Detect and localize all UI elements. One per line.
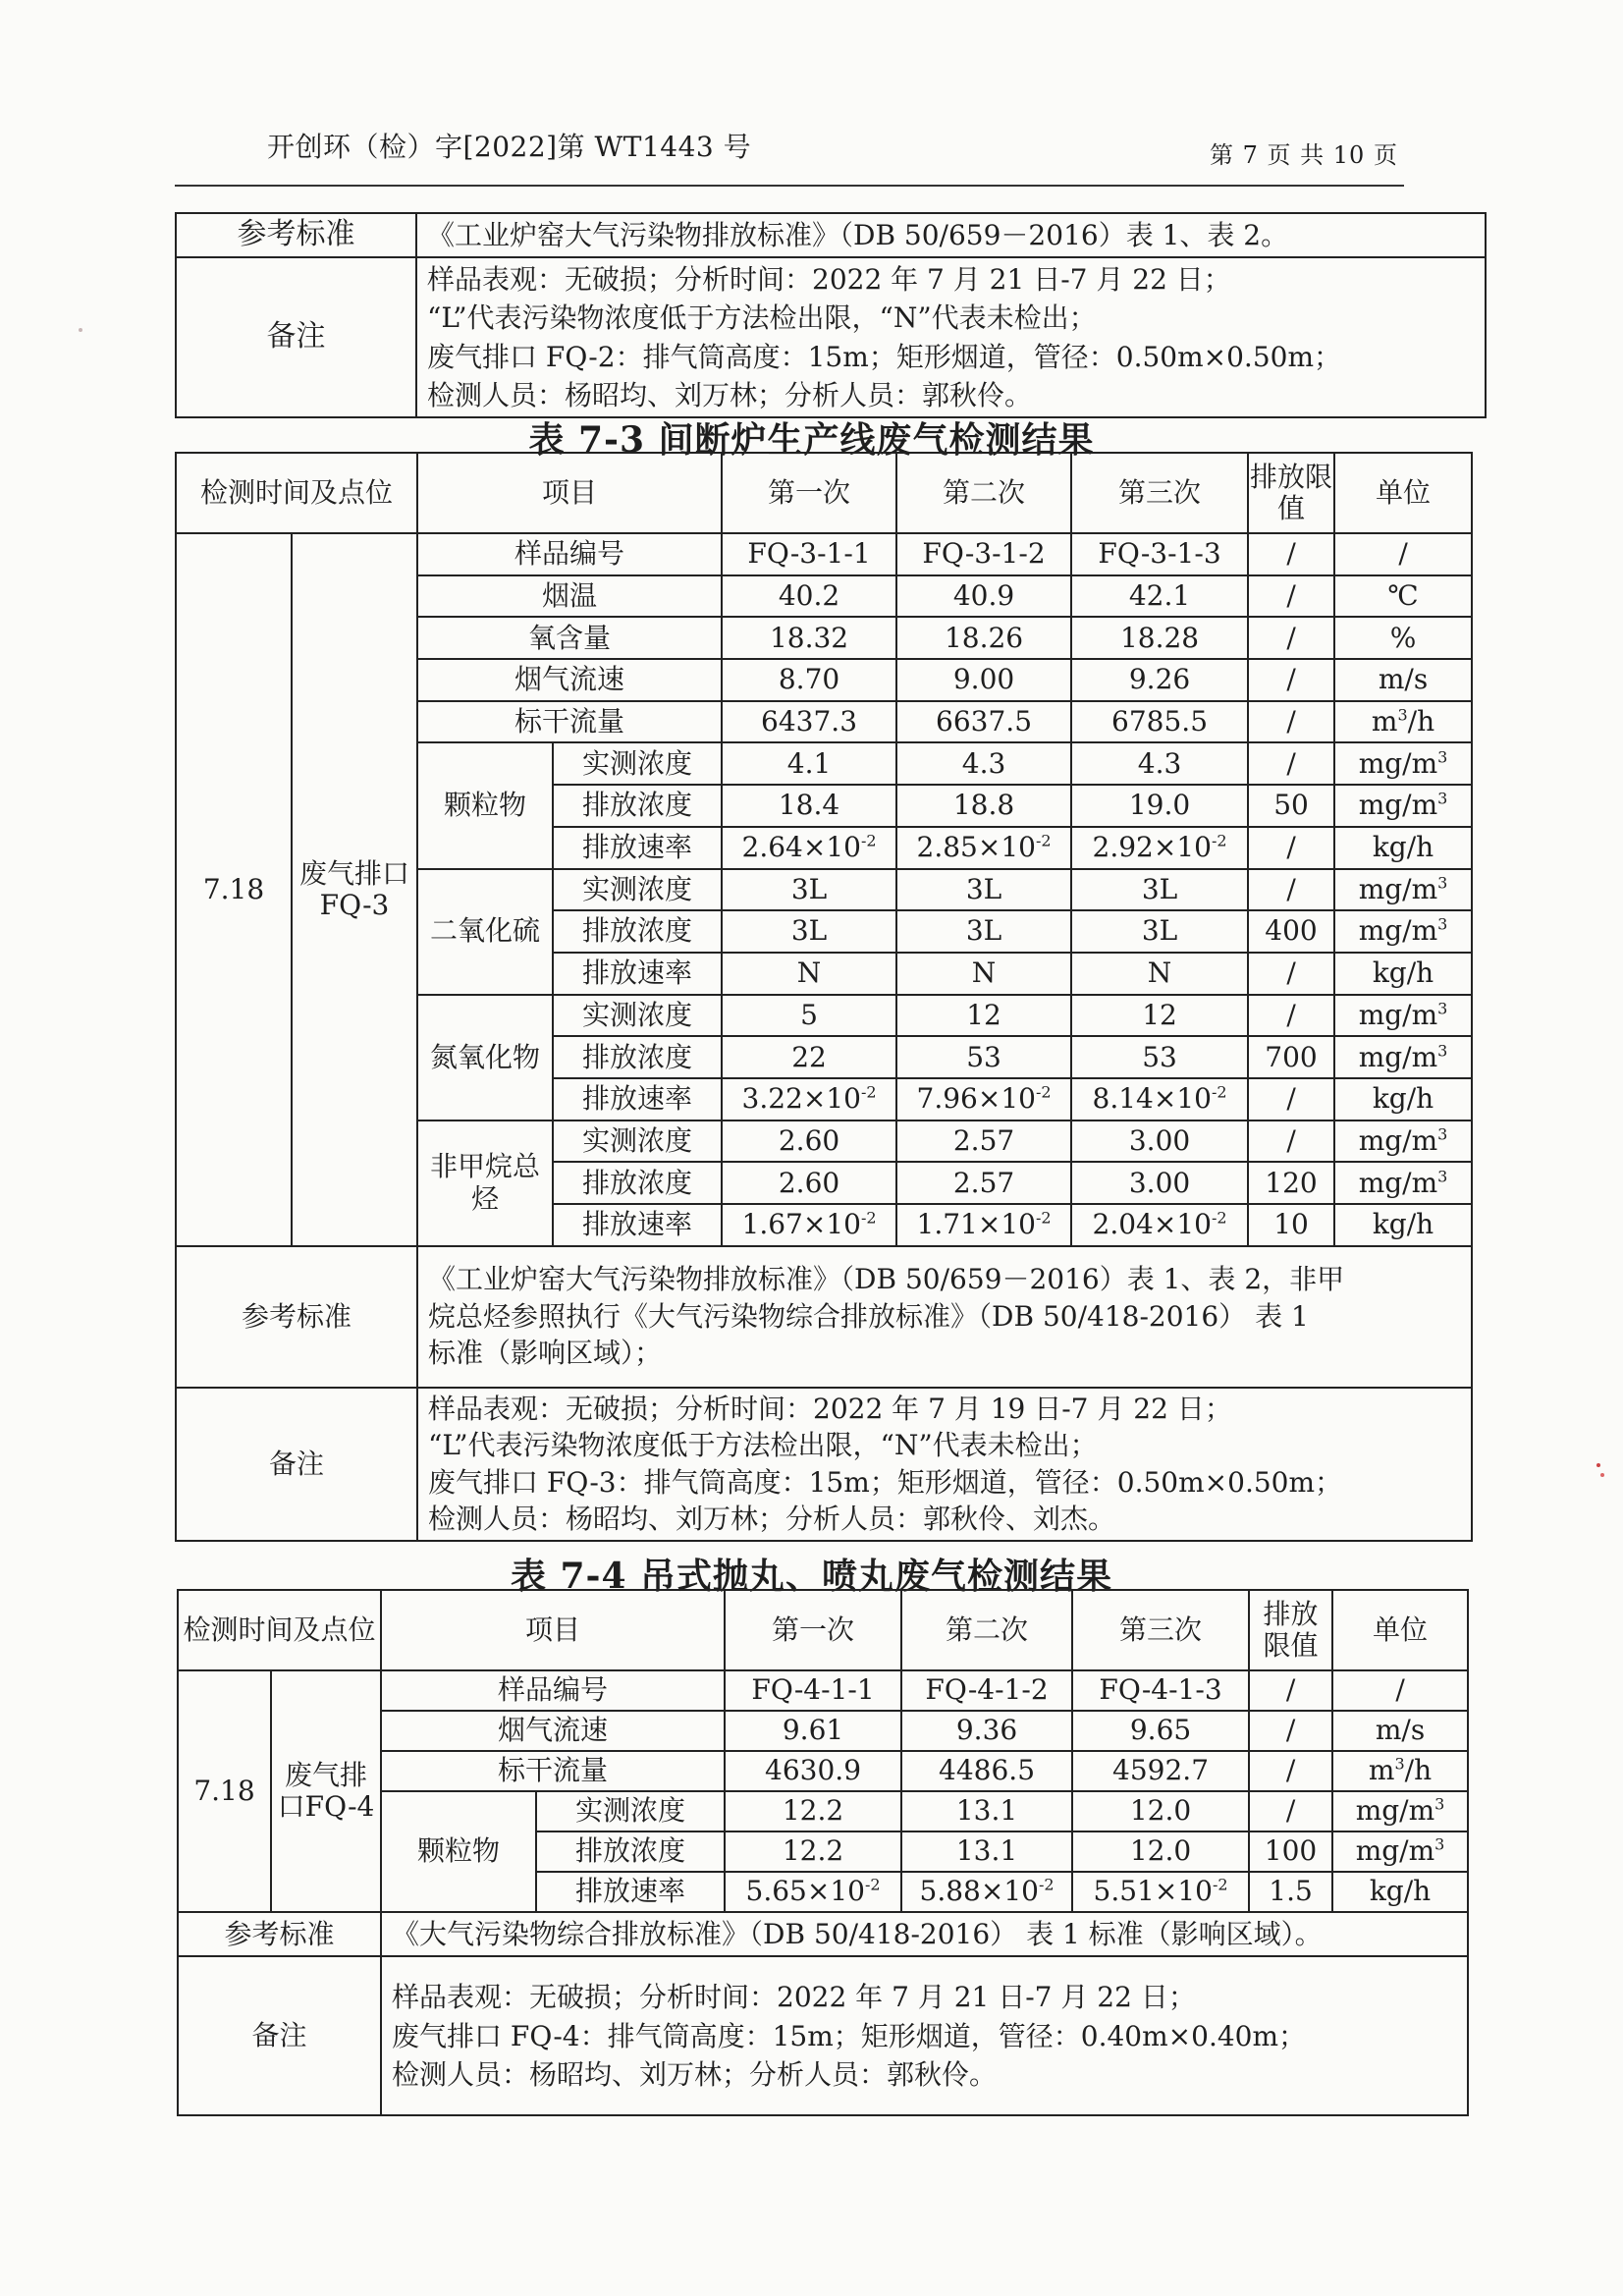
sampling-point: 废气排口FQ-4 xyxy=(271,1670,381,1912)
sub-item-name: 排放浓度 xyxy=(553,1162,722,1204)
header-unit: 单位 xyxy=(1332,1590,1468,1670)
remark-line: “L”代表污染物浓度低于方法检出限，“N”代表未检出； xyxy=(427,301,1097,335)
remark-line: “L”代表污染物浓度低于方法检出限，“N”代表未检出； xyxy=(428,1429,1098,1462)
value-first: FQ-3-1-1 xyxy=(722,533,896,575)
unit-value: $mg/m^3$ xyxy=(1334,995,1472,1037)
pollutant-name: 非甲烷总烃 xyxy=(417,1121,553,1246)
value-first: 5 xyxy=(722,995,896,1037)
unit-value: $mg/m^3$ xyxy=(1334,1036,1472,1078)
header-limit: 排放限值 xyxy=(1249,1590,1332,1670)
sampling-point: 废气排口FQ-3 xyxy=(292,533,417,1246)
remark-line: 废气排口 FQ-4：排气筒高度：15m；矩形烟道，管径：0.40m×0.40m； xyxy=(392,2019,1307,2052)
table-row xyxy=(176,213,1486,257)
value-first: 22 xyxy=(722,1036,896,1078)
sub-item-name: 排放速率 xyxy=(553,953,722,995)
value-third: 12.0 xyxy=(1072,1831,1249,1872)
remark-line: 样品表观：无破损；分析时间：2022 年 7 月 19 日-7 月 22 日； xyxy=(428,1392,1232,1425)
value-second: $5.88\times 10^{-2}$ xyxy=(901,1872,1072,1912)
limit-value: / xyxy=(1249,1711,1332,1751)
value-third: 12.0 xyxy=(1072,1791,1249,1831)
value-second: N xyxy=(896,953,1071,995)
header-first: 第一次 xyxy=(722,453,896,533)
limit-value: / xyxy=(1249,1791,1332,1831)
ref-line: 《工业炉窑大气污染物排放标准》（DB 50/659－2016）表 1、表 2，非甲 xyxy=(428,1263,1345,1296)
ref-line: 标准（影响区域）； xyxy=(428,1337,663,1370)
unit-value: $m^3/h$ xyxy=(1332,1751,1468,1791)
item-name: 标干流量 xyxy=(417,701,722,743)
limit-value: / xyxy=(1248,869,1334,911)
table-row xyxy=(178,1956,1468,2115)
table-row xyxy=(176,1246,1472,1388)
limit-value: / xyxy=(1248,953,1334,995)
remarks-label: 备注 xyxy=(176,257,416,417)
limit-value: 100 xyxy=(1249,1831,1332,1872)
report-number: 开创环（检）字[2022]第 WT1443 号 xyxy=(267,131,752,163)
table-7-3 xyxy=(175,452,1473,1542)
remarks-text xyxy=(417,1388,1472,1541)
table-row xyxy=(176,533,1472,575)
value-second: 9.00 xyxy=(896,659,1071,701)
unit-value: ℃ xyxy=(1334,575,1472,618)
value-first: $3.22\times 10^{-2}$ xyxy=(722,1078,896,1121)
value-first: 4.1 xyxy=(722,742,896,785)
limit-value: / xyxy=(1248,995,1334,1037)
value-first: N xyxy=(722,953,896,995)
limit-value: 50 xyxy=(1248,785,1334,827)
item-name: 烟气流速 xyxy=(417,659,722,701)
item-name: 烟温 xyxy=(417,575,722,618)
value-first: 3L xyxy=(722,910,896,953)
unit-value: % xyxy=(1334,617,1472,659)
value-first: 6437.3 xyxy=(722,701,896,743)
remark-line: 样品表观：无破损；分析时间：2022 年 7 月 21 日-7 月 22 日； xyxy=(392,1981,1196,2014)
table-7-3-caption: 表 7-3 间断炉生产线废气检测结果 xyxy=(528,419,1095,461)
item-name: 标干流量 xyxy=(381,1751,725,1791)
value-first: $2.64\times 10^{-2}$ xyxy=(722,827,896,869)
header-second: 第二次 xyxy=(901,1590,1072,1670)
value-third: 18.28 xyxy=(1071,617,1248,659)
ref-standard-text: 《工业炉窑大气污染物排放标准》（DB 50/659－2016）表 1、表 2。 xyxy=(416,213,1486,257)
unit-value: kg/h xyxy=(1332,1872,1468,1912)
value-second: $7.96\times 10^{-2}$ xyxy=(896,1078,1071,1121)
unit-value: m/s xyxy=(1332,1711,1468,1751)
value-first: 4630.9 xyxy=(725,1751,901,1791)
pollutant-name: 氮氧化物 xyxy=(417,995,553,1121)
header-second: 第二次 xyxy=(896,453,1071,533)
value-second: 18.26 xyxy=(896,617,1071,659)
value-third: $8.14\times 10^{-2}$ xyxy=(1071,1078,1248,1121)
value-first: 12.2 xyxy=(725,1831,901,1872)
limit-value: / xyxy=(1249,1670,1332,1711)
unit-value: kg/h xyxy=(1334,953,1472,995)
limit-value: / xyxy=(1248,575,1334,618)
header-rule xyxy=(175,185,1404,187)
limit-value: / xyxy=(1249,1751,1332,1791)
header-limit: 排放限值 xyxy=(1248,453,1334,533)
remarks-label: 备注 xyxy=(178,1956,381,2115)
unit-value: m/s xyxy=(1334,659,1472,701)
limit-value: / xyxy=(1248,533,1334,575)
remark-line: 检测人员：杨昭均、刘万林；分析人员：郭秋伶、刘杰。 xyxy=(428,1503,1116,1536)
value-third: $2.04\times 10^{-2}$ xyxy=(1071,1204,1248,1246)
value-third: 12 xyxy=(1071,995,1248,1037)
remarks-text xyxy=(381,1956,1468,2115)
table-row xyxy=(176,257,1486,417)
header-first: 第一次 xyxy=(725,1590,901,1670)
limit-value: / xyxy=(1248,617,1334,659)
ref-standard-text xyxy=(417,1246,1472,1388)
value-second: 13.1 xyxy=(901,1831,1072,1872)
value-third: 9.65 xyxy=(1072,1711,1249,1751)
table-7-2-tail xyxy=(175,212,1487,418)
value-second: FQ-4-1-2 xyxy=(901,1670,1072,1711)
value-second: 4.3 xyxy=(896,742,1071,785)
value-third: 42.1 xyxy=(1071,575,1248,618)
unit-value: $m^3/h$ xyxy=(1334,701,1472,743)
sub-item-name: 排放浓度 xyxy=(553,785,722,827)
item-name: 烟气流速 xyxy=(381,1711,725,1751)
value-first: $1.67\times 10^{-2}$ xyxy=(722,1204,896,1246)
value-third: 3L xyxy=(1071,869,1248,911)
header-third: 第三次 xyxy=(1071,453,1248,533)
value-second: 3L xyxy=(896,869,1071,911)
value-first: 18.32 xyxy=(722,617,896,659)
unit-value: $mg/m^3$ xyxy=(1332,1791,1468,1831)
value-second: 12 xyxy=(896,995,1071,1037)
remark-line: 废气排口 FQ-2：排气筒高度：15m；矩形烟道，管径：0.50m×0.50m； xyxy=(427,340,1342,373)
value-second: 53 xyxy=(896,1036,1071,1078)
value-third: 4.3 xyxy=(1071,742,1248,785)
ref-line: 《大气污染物综合排放标准》（DB 50/418-2016） 表 1 标准（影响区域）。 xyxy=(392,1918,1323,1950)
value-second: 3L xyxy=(896,910,1071,953)
value-third: $2.92\times 10^{-2}$ xyxy=(1071,827,1248,869)
value-first: $5.65\times 10^{-2}$ xyxy=(725,1872,901,1912)
value-first: 2.60 xyxy=(722,1162,896,1204)
limit-value: 400 xyxy=(1248,910,1334,953)
unit-value: $mg/m^3$ xyxy=(1334,785,1472,827)
value-first: 9.61 xyxy=(725,1711,901,1751)
unit-value: kg/h xyxy=(1334,1204,1472,1246)
value-second: 6637.5 xyxy=(896,701,1071,743)
value-first: 40.2 xyxy=(722,575,896,618)
value-third: FQ-3-1-3 xyxy=(1071,533,1248,575)
header-unit: 单位 xyxy=(1334,453,1472,533)
remarks-text xyxy=(416,257,1486,417)
value-second: 4486.5 xyxy=(901,1751,1072,1791)
value-first: 18.4 xyxy=(722,785,896,827)
sub-item-name: 实测浓度 xyxy=(553,1121,722,1163)
header-third: 第三次 xyxy=(1072,1590,1249,1670)
value-first: 2.60 xyxy=(722,1121,896,1163)
unit-value: kg/h xyxy=(1334,1078,1472,1121)
value-third: 19.0 xyxy=(1071,785,1248,827)
value-second: 2.57 xyxy=(896,1162,1071,1204)
sub-item-name: 排放速率 xyxy=(536,1872,725,1912)
header-item: 项目 xyxy=(381,1590,725,1670)
limit-value: / xyxy=(1248,742,1334,785)
sub-item-name: 排放浓度 xyxy=(553,910,722,953)
value-second: 18.8 xyxy=(896,785,1071,827)
unit-value: $mg/m^3$ xyxy=(1334,742,1472,785)
sub-item-name: 排放速率 xyxy=(553,827,722,869)
value-third: 3.00 xyxy=(1071,1162,1248,1204)
value-first: FQ-4-1-1 xyxy=(725,1670,901,1711)
remark-line: 废气排口 FQ-3：排气筒高度：15m；矩形烟道，管径：0.50m×0.50m； xyxy=(428,1465,1343,1499)
sub-item-name: 实测浓度 xyxy=(553,742,722,785)
table-7-4 xyxy=(177,1589,1469,2116)
limit-value: 10 xyxy=(1248,1204,1334,1246)
item-name: 样品编号 xyxy=(381,1670,725,1711)
unit-value: $mg/m^3$ xyxy=(1334,910,1472,953)
table-row xyxy=(176,453,1472,533)
sub-item-name: 排放速率 xyxy=(553,1078,722,1121)
unit-value: $mg/m^3$ xyxy=(1334,869,1472,911)
table-row xyxy=(178,1590,1468,1670)
value-third: N xyxy=(1071,953,1248,995)
table-row xyxy=(178,1912,1468,1956)
limit-value: / xyxy=(1248,827,1334,869)
item-name: 样品编号 xyxy=(417,533,722,575)
value-first: 12.2 xyxy=(725,1791,901,1831)
unit-value: $mg/m^3$ xyxy=(1334,1121,1472,1163)
value-second: $2.85\times 10^{-2}$ xyxy=(896,827,1071,869)
value-third: $5.51\times 10^{-2}$ xyxy=(1072,1872,1249,1912)
table-row xyxy=(178,1670,1468,1711)
sub-item-name: 实测浓度 xyxy=(553,869,722,911)
value-third: 6785.5 xyxy=(1071,701,1248,743)
item-name: 氧含量 xyxy=(417,617,722,659)
value-third: 53 xyxy=(1071,1036,1248,1078)
unit-value: $mg/m^3$ xyxy=(1332,1831,1468,1872)
value-second: 9.36 xyxy=(901,1711,1072,1751)
limit-value: / xyxy=(1248,1078,1334,1121)
value-third: FQ-4-1-3 xyxy=(1072,1670,1249,1711)
ref-standard-label: 参考标准 xyxy=(176,213,416,257)
sub-item-name: 排放浓度 xyxy=(553,1036,722,1078)
unit-value: / xyxy=(1332,1670,1468,1711)
pollutant-name: 二氧化硫 xyxy=(417,869,553,995)
remark-line: 检测人员：杨昭均、刘万林；分析人员：郭秋伶。 xyxy=(427,378,1033,411)
sub-item-name: 排放速率 xyxy=(553,1204,722,1246)
test-date: 7.18 xyxy=(176,533,292,1246)
value-first: 8.70 xyxy=(722,659,896,701)
unit-value: / xyxy=(1334,533,1472,575)
value-second: 2.57 xyxy=(896,1121,1071,1163)
unit-value: $mg/m^3$ xyxy=(1334,1162,1472,1204)
header-item: 项目 xyxy=(417,453,722,533)
scan-speck xyxy=(1600,1473,1604,1477)
limit-value: / xyxy=(1248,1121,1334,1163)
ref-standard-text xyxy=(381,1912,1468,1956)
unit-value: kg/h xyxy=(1334,827,1472,869)
page-indicator: 第 7 页 共 10 页 xyxy=(1210,141,1398,169)
sub-item-name: 实测浓度 xyxy=(553,995,722,1037)
remark-line: 检测人员：杨昭均、刘万林；分析人员：郭秋伶。 xyxy=(392,2057,998,2091)
value-second: 40.9 xyxy=(896,575,1071,618)
scan-speck xyxy=(1596,1463,1600,1467)
ref-standard-label: 参考标准 xyxy=(178,1912,381,1956)
value-second: $1.71\times 10^{-2}$ xyxy=(896,1204,1071,1246)
value-first: 3L xyxy=(722,869,896,911)
limit-value: / xyxy=(1248,701,1334,743)
limit-value: 700 xyxy=(1248,1036,1334,1078)
remark-line: 样品表观：无破损；分析时间：2022 年 7 月 21 日-7 月 22 日； xyxy=(427,263,1231,297)
test-date: 7.18 xyxy=(178,1670,271,1912)
sub-item-name: 排放浓度 xyxy=(536,1831,725,1872)
value-third: 3L xyxy=(1071,910,1248,953)
table-7-4-caption: 表 7-4 吊式抛丸、喷丸废气检测结果 xyxy=(510,1556,1113,1597)
value-second: 13.1 xyxy=(901,1791,1072,1831)
value-third: 9.26 xyxy=(1071,659,1248,701)
pollutant-name: 颗粒物 xyxy=(417,742,553,868)
remarks-label: 备注 xyxy=(176,1388,417,1541)
ref-standard-label: 参考标准 xyxy=(176,1246,417,1388)
header-time-point: 检测时间及点位 xyxy=(178,1590,381,1670)
limit-value: 120 xyxy=(1248,1162,1334,1204)
limit-value: 1.5 xyxy=(1249,1872,1332,1912)
table-row xyxy=(176,1388,1472,1541)
scan-speck xyxy=(79,328,82,332)
value-second: FQ-3-1-2 xyxy=(896,533,1071,575)
value-third: 3.00 xyxy=(1071,1121,1248,1163)
header-time-point: 检测时间及点位 xyxy=(176,453,417,533)
sub-item-name: 实测浓度 xyxy=(536,1791,725,1831)
limit-value: / xyxy=(1248,659,1334,701)
ref-line: 烷总烃参照执行《大气污染物综合排放标准》（DB 50/418-2016） 表 1 xyxy=(428,1299,1309,1333)
value-third: 4592.7 xyxy=(1072,1751,1249,1791)
pollutant-name: 颗粒物 xyxy=(381,1791,536,1912)
